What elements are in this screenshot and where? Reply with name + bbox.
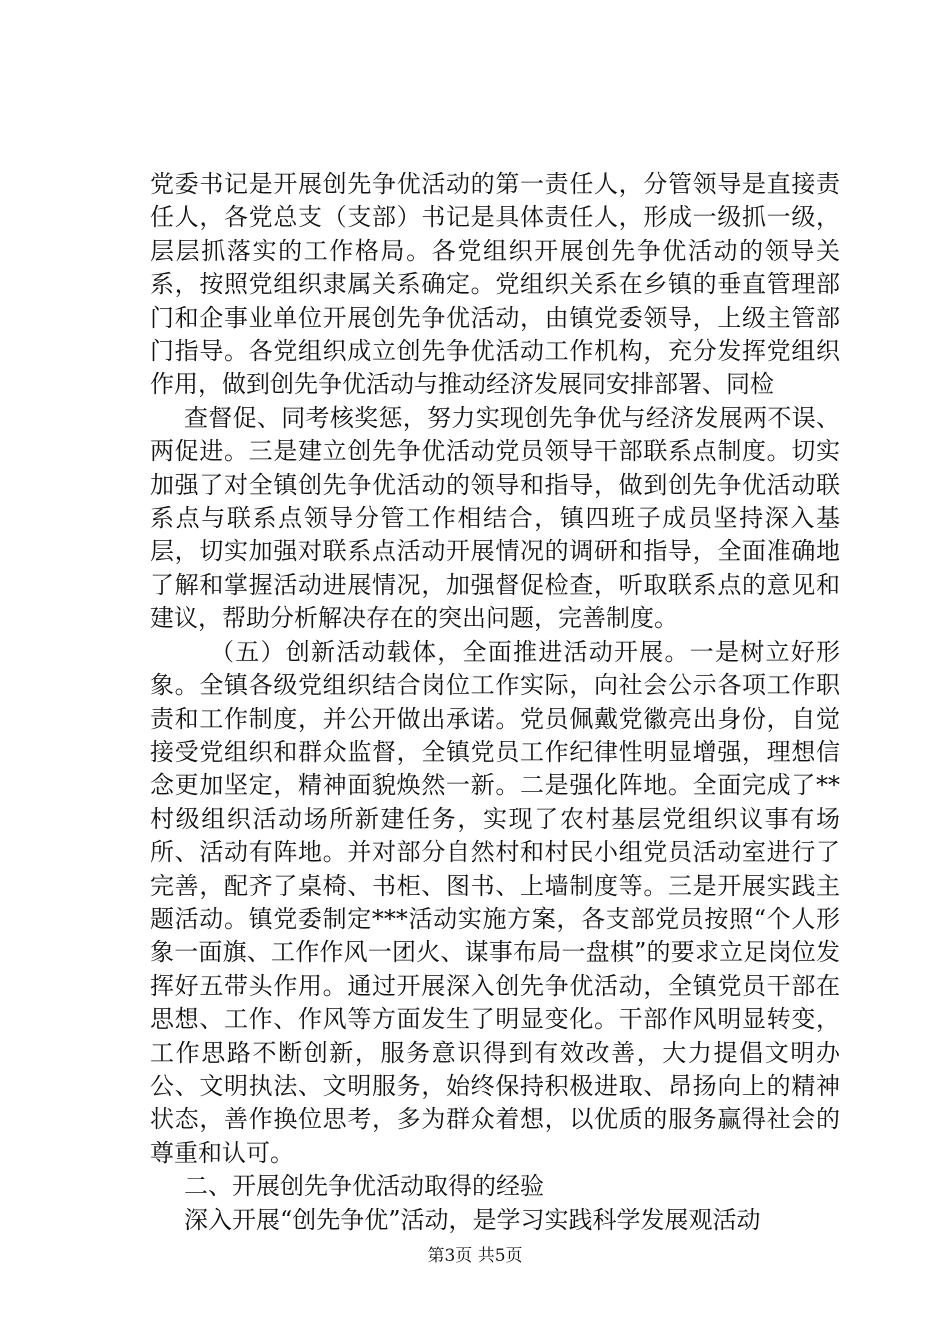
section-heading: 二、开展创先争优活动取得的经验	[184, 1172, 544, 1201]
page-number-footer: 第3页 共5页	[427, 1246, 523, 1266]
paragraph-1: 党委书记是开展创先争优活动的第一责任人，分管领导是直接责任人，各党总支（支部）书记是具体责任人，形成一级抓一级，层层抓落实的工作格局。各党组织开展创先争优活动的领导关系，按照党组织隶属关系确定。党组织关系在乡镇的垂直管理部门和企事业单位开展创先争优活动，由镇党委领导，上级主管部门指导。各党组织成立创先争优活动工作机构，充分发挥党组织作用，做到创先争优活动与推动经济发展同安排部署、同检	[150, 170, 840, 399]
paragraph-2: 查督促、同考核奖惩，努力实现创先争优与经济发展两不误、两促进。三是建立创先争优活动党员领导干部联系点制度。切实加强了对全镇创先争优活动的领导和指导，做到创先争优活动联系点与联系点领导分管工作相结合，镇四班子成员坚持深入基层，切实加强对联系点活动开展情况的调研和指导，全面准确地了解和掌握活动进展情况，加强督促检查，听取联系点的意见和建议，帮助分析解决存在的突出问题，完善制度。	[150, 403, 840, 633]
document-body	[150, 168, 840, 1237]
paragraph-4: 深入开展“创先争优”活动，是学习实践科学发展观活动	[184, 1205, 761, 1234]
paragraph-3: （五）创新活动载体，全面推进活动开展。一是树立好形象。全镇各级党组织结合岗位工作实际，向社会公示各项工作职责和工作制度，并公开做出承诺。党员佩戴党徽亮出身份，自觉接受党组织和群众监督，全镇党员工作纪律性明显增强，理想信念更加坚定，精神面貌焕然一新。二是强化阵地。全面完成了**村级组织活动场所新建任务，实现了农村基层党组织议事有场所、活动有阵地。并对部分自然村和村民小组党员活动室进行了完善，配齐了桌椅、书柜、图书、上墙制度等。三是开展实践主题活动。镇党委制定***活动实施方案，各支部党员按照“个人形象一面旗、工作作风一团火、谋事布局一盘棋”的要求立足岗位发挥好五带头作用。通过开展深入创先争优活动，全镇党员干部在思想、工作、作风等方面发生了明显变化。干部作风明显转变，工作思路不断创新，服务意识得到有效改善，大力提倡文明办公、文明执法、文明服务，始终保持积极进取、昂扬向上的精神状态，善作换位思考，多为群众着想，以优质的服务赢得社会的尊重和认可。	[150, 637, 840, 1167]
